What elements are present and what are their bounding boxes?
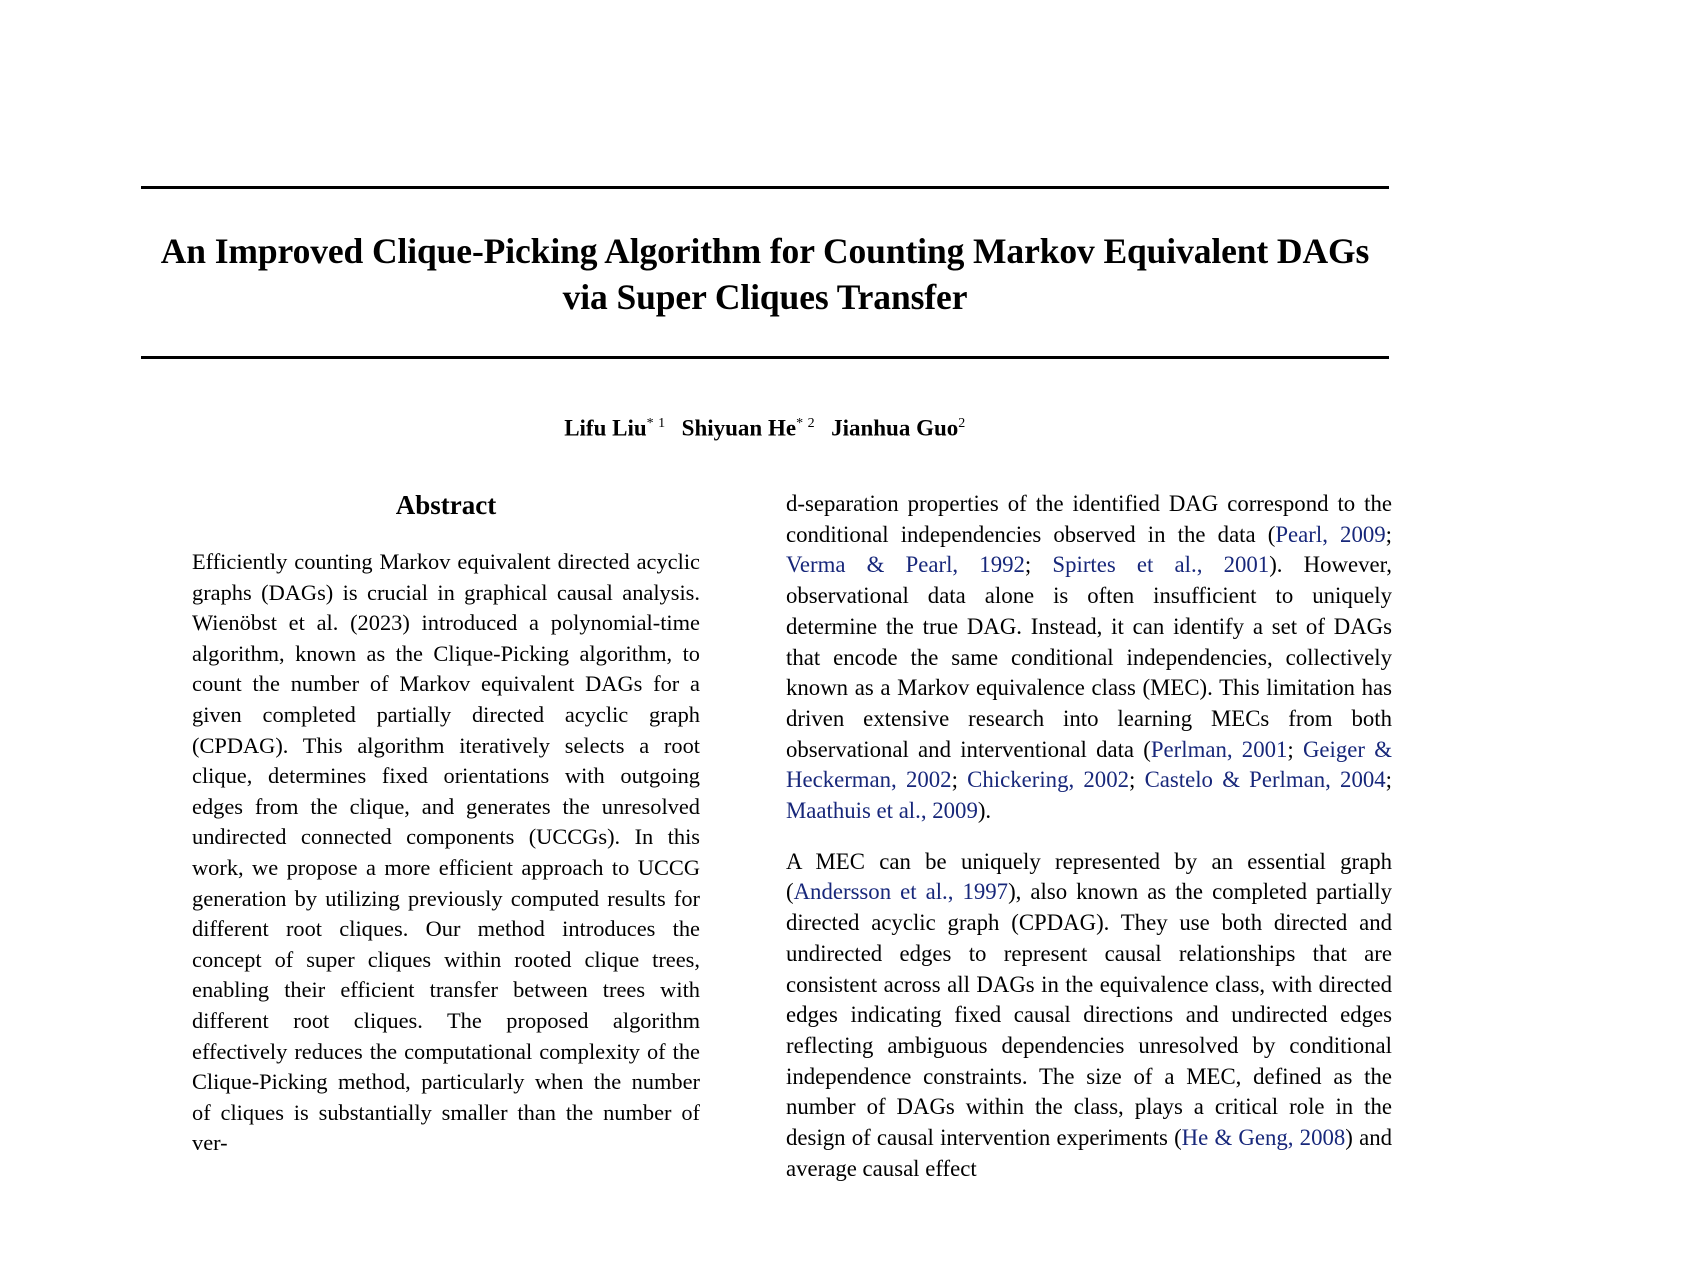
citation-spirtes-2001[interactable]: Spirtes et al., 2001 [1052,552,1270,578]
intro-p2-part-3: ) and average causal effect [786,1125,1392,1181]
author-list [141,409,1389,444]
column-left [192,489,700,1275]
intro-p1-sep-2: ; [1024,552,1053,578]
author-name-1: Lifu Liu [564,415,647,441]
intro-p1-part-2: ). However, observational data alone is often insufficient to uniquely determine the true DAG. Instead, it can identify a set of DAGs that encode the same conditional independencies, collectively known as a Markov equivalence class (MEC). This limitation has driven extensive research into learning MECs from both observational and interventional data ( [786,552,1392,762]
intro-p1-part-1: d-separation properties of the identified DAG correspond to the conditional independencies observed in the data ( [786,491,1392,547]
intro-p1-sep-5: ; [1129,767,1145,793]
citation-perlman-2001[interactable]: Perlman, 2001 [1150,736,1288,762]
intro-p1-sep-4: ; [951,767,968,793]
abstract-text: Efficiently counting Markov equivalent directed acyclic graphs (DAGs) is crucial in graphical causal analysis. Wienöbst et al. (2023) introduced a polynomial-time algorithm, known as the Clique-Picking algorithm, to count the number of Markov equivalent DAGs for a given completed partially directed acyclic graph (CPDAG). This algorithm iteratively selects a root clique, determines fixed orientations with outgoing edges from the clique, and generates the unresolved undirected connected components (UCCGs). In this work, we propose a more efficient approach to UCCG generation by utilizing previously computed results for different root cliques. Our method introduces the concept of super cliques within rooted clique trees, enabling their efficient transfer between trees with different root cliques. The proposed algorithm effectively reduces the computational complexity of the Clique-Picking method, particularly when the number of cliques is substantially smaller than the number of ver- [192,549,700,1156]
citation-pearl-2009[interactable]: Pearl, 2009 [1275,521,1386,547]
citation-geiger-heckerman-2002[interactable]: Geiger & Heckerman, 2002 [786,736,1392,793]
column-right [786,489,1392,1275]
intro-paragraph-2 [786,847,1392,1185]
citation-maathuis-2009[interactable]: Maathuis et al., 2009 [786,798,978,824]
title-rule-bottom [141,356,1389,359]
intro-paragraph-1 [786,489,1392,827]
citation-andersson-1997[interactable]: Andersson et al., 1997 [793,879,1009,905]
body-columns [0,489,1700,1275]
intro-p1-sep-3: ; [1287,736,1303,762]
author-name-2: Shiyuan He [681,415,797,441]
intro-p1-part-3: ). [977,798,992,824]
intro-p1-sep-6: ; [1385,767,1392,793]
intro-p1-sep-1: ; [1385,521,1392,547]
intro-p2-part-2: ), also known as the completed partially directed acyclic graph (CPDAG). They use both directed and undirected edges to represent causal relationships that are consistent across all DAGs in the equivalence class, with directed edges indicating fixed causal directions and undirected edges reflecting ambiguous dependencies unresolved by conditional independence constraints. The size of a MEC, defined as the number of DAGs within the class, plays a critical role in the design of causal intervention experiments ( [786,879,1392,1151]
author-name-3: Jianhua Guo [831,415,959,441]
title-spacer [141,320,1389,356]
author-marks-1: * 1 [646,416,666,431]
intro-p2-part-1: A MEC can be uniquely represented by an essential graph ( [786,848,1392,905]
page-title [141,228,1389,320]
title-block [141,186,1389,359]
citation-castelo-perlman-2004[interactable]: Castelo & Perlman, 2004 [1144,767,1386,793]
author-marks-2: * 2 [796,416,816,431]
citation-chickering-2002[interactable]: Chickering, 2002 [967,767,1129,793]
citation-he-geng-2008[interactable]: He & Geng, 2008 [1181,1125,1346,1151]
author-marks-3: 2 [958,416,966,431]
title-rule-top [141,186,1389,189]
citation-verma-pearl-1992[interactable]: Verma & Pearl, 1992 [786,552,1025,578]
title-line-2: via Super Cliques Transfer [562,277,968,317]
abstract-heading: Abstract [395,490,497,520]
title-line-1: An Improved Clique-Picking Algorithm for Counting Markov Equivalent DAGs [160,231,1370,271]
